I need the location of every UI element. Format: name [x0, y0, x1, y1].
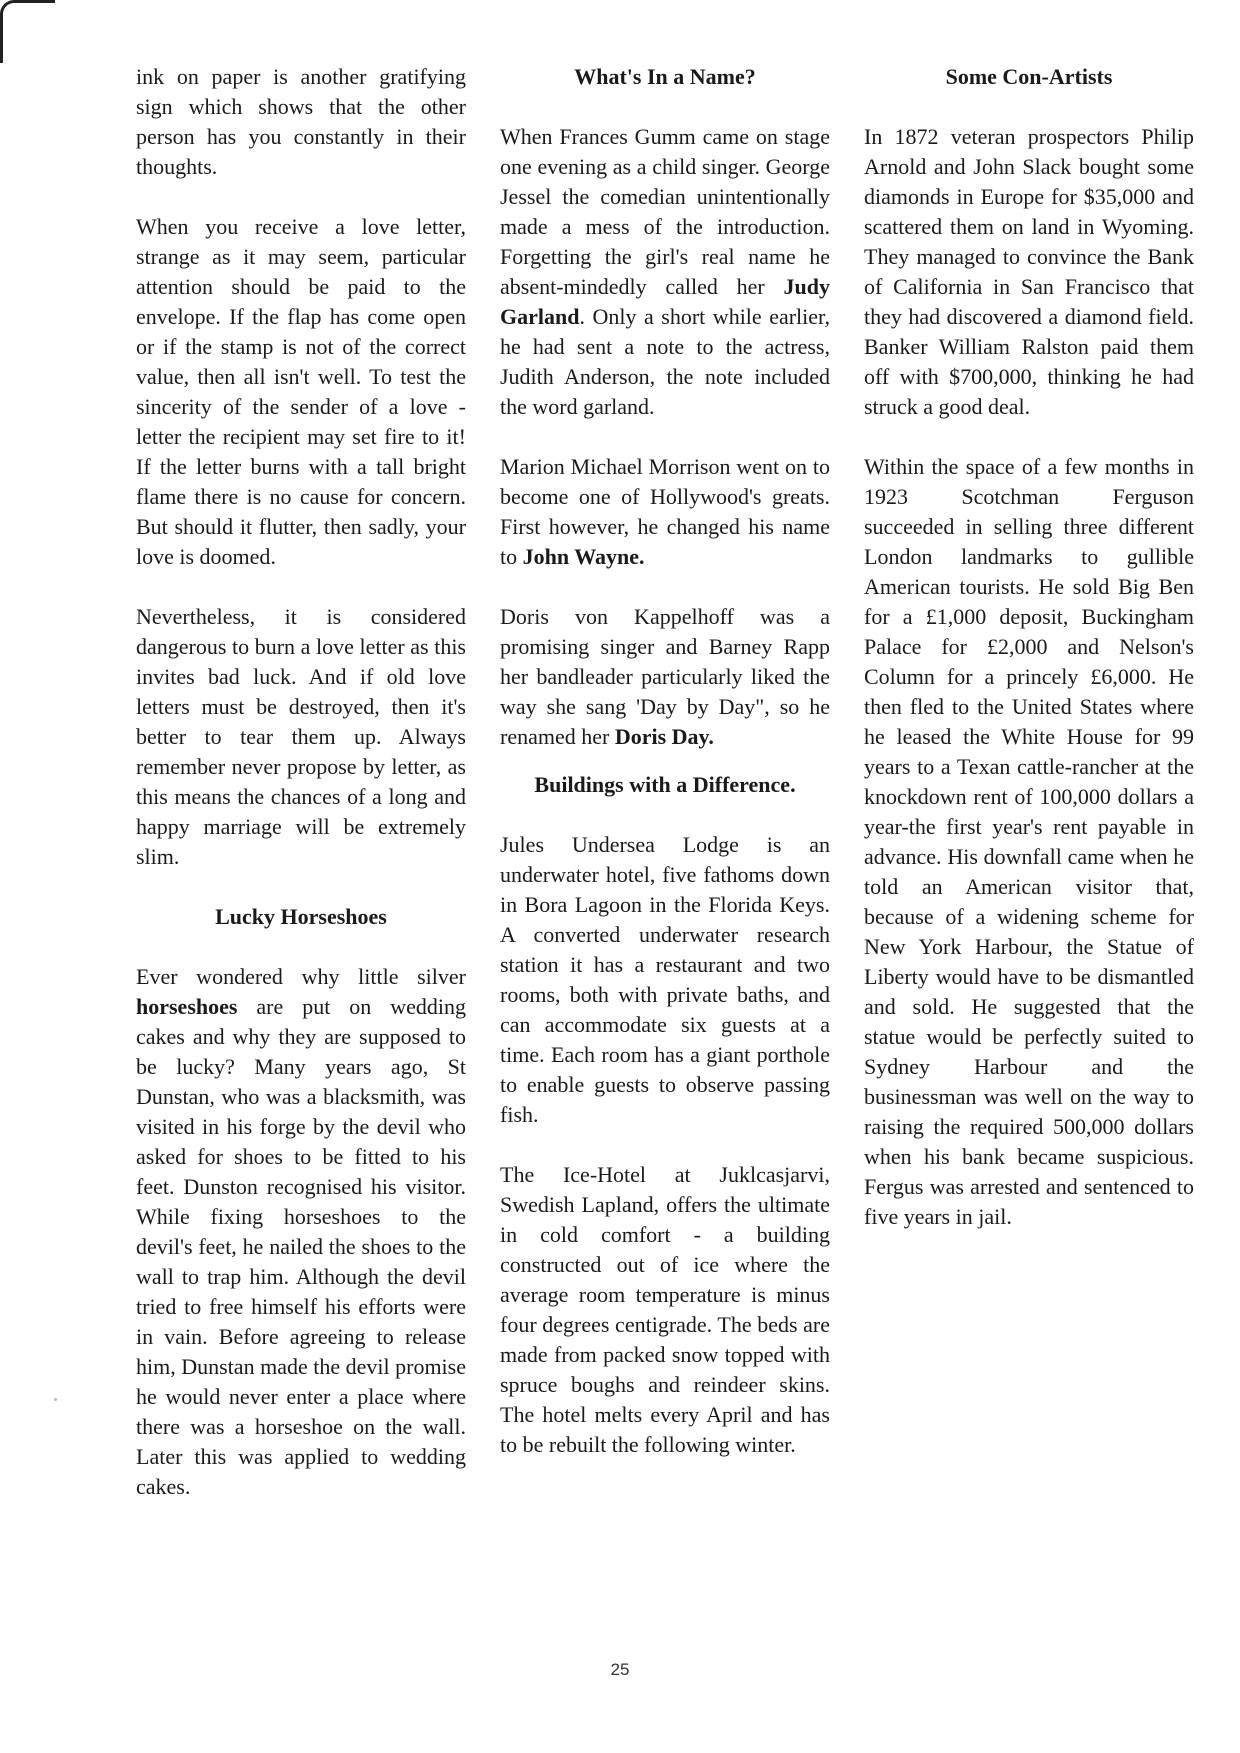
section-heading-buildings: Buildings with a Difference.: [534, 772, 796, 797]
column-left: [136, 62, 466, 1532]
paragraph: ink on paper is another gratifying sign which shows that the other person has you constantly in their thoughts.: [136, 64, 466, 179]
text-run: Doris von Kappelhoff was a promising singer and Barney Rapp her bandleader particularly liked the way she sang 'Day by Day", so he renamed her: [500, 604, 830, 749]
bold-term: Judy Garland: [500, 274, 830, 329]
scan-speck: [54, 1398, 57, 1401]
text-run: are put on wedding cakes and why they are supposed to be lucky? Many years ago, St Dunstan, who was a blacksmith, was visited in his forge by the devil who asked for shoes to be fitted to his feet. Dunston recognised his visitor. While fixing horseshoes to the devil's feet, he nailed the shoes to the wall to trap him. Although the devil tried to free himself his efforts were in vain. Before agreeing to release him, Dunstan made the devil promise he would never enter a place where there was a horseshoe on the wall. Later this was applied to wedding cakes.: [136, 994, 466, 1499]
section-heading-whats-in-a-name: What's In a Name?: [574, 64, 756, 89]
column-right: [864, 62, 1194, 1262]
column-middle: [500, 62, 830, 1490]
text-run: . Only a short while earlier, he had sent a note to the actress, Judith Anderson, the note included the word garland.: [500, 304, 830, 419]
page-number: 25: [610, 1660, 630, 1679]
text-run: When Frances Gumm came on stage one evening as a child singer. George Jessel the comedian unintentionally made a mess of the introduction. Forgetting the girl's real name he absent-mindedly called her: [500, 124, 830, 299]
text-run: Ever wondered why little silver: [136, 964, 466, 989]
paragraph: In 1872 veteran prospectors Philip Arnold and John Slack bought some diamonds in Europe for $35,000 and scattered them on land in Wyoming. They managed to convince the Bank of California in San Francisco that they had discovered a diamond field. Banker William Ralston paid them off with $700,000, thinking he had struck a good deal.: [864, 124, 1194, 419]
section-heading-con-artists: Some Con-Artists: [945, 64, 1113, 89]
paragraph: The Ice-Hotel at Juklcasjarvi, Swedish Lapland, offers the ultimate in cold comfort - a building constructed out of ice where the average room temperature is minus four degrees centigrade. The beds are made from packed snow topped with spruce boughs and reindeer skins. The hotel melts every April and has to be rebuilt the following winter.: [500, 1162, 830, 1457]
paragraph: When you receive a love letter, strange as it may seem, particular attention should be paid to the envelope. If the flap has come open or if the stamp is not of the correct value, then all isn't well. To test the sincerity of the sender of a love -letter the recipient may set fire to it! If the letter burns with a tall bright flame there is no cause for concern. But should it flutter, then sadly, your love is doomed.: [136, 214, 466, 569]
paragraph: [500, 602, 830, 752]
paragraph: Jules Undersea Lodge is an underwater hotel, five fathoms down in Bora Lagoon in the Florida Keys. A converted underwater research station it has a restaurant and two rooms, both with private baths, and can accommodate six guests at a time. Each room has a giant porthole to enable guests to observe passing fish.: [500, 832, 830, 1127]
bold-term: Doris Day.: [614, 724, 714, 749]
paragraph: Nevertheless, it is considered dangerous to burn a love letter as this invites bad luck. And if old love letters must be destroyed, then it's better to tear them up. Always remember never propose by letter, as this means the chances of a long and happy marriage will be extremely slim.: [136, 604, 466, 869]
text-run: Marion Michael Morrison went on to become one of Hollywood's greats. First however, he changed his name to: [500, 454, 830, 569]
bold-term: horseshoes: [136, 994, 238, 1019]
scan-corner-mark: [0, 0, 55, 63]
paragraph: Within the space of a few months in 1923 Scotchman Ferguson succeeded in selling three different London landmarks to gullible American tourists. He sold Big Ben for a £1,000 deposit, Buckingham Palace for £2,000 and Nelson's Column for a princely £6,000. He then fled to the United States where he leased the White House for 99 years to a Texan cattle-rancher at the knockdown rent of 100,000 dollars a year-the first year's rent payable in advance. His downfall came when he told an American visitor that, because of a widening scheme for New York Harbour, the Statue of Liberty would have to be dismantled and sold. He suggested that the statue would be perfectly suited to Sydney Harbour and the businessman was well on the way to raising the required 500,000 dollars when his bank became suspicious. Fergus was arrested and sentenced to five years in jail.: [864, 454, 1194, 1229]
bold-term: John Wayne.: [522, 544, 645, 569]
paragraph: [500, 122, 830, 422]
paragraph: [136, 962, 466, 1502]
paragraph: [500, 452, 830, 572]
section-heading-lucky-horseshoes: Lucky Horseshoes: [215, 904, 387, 929]
